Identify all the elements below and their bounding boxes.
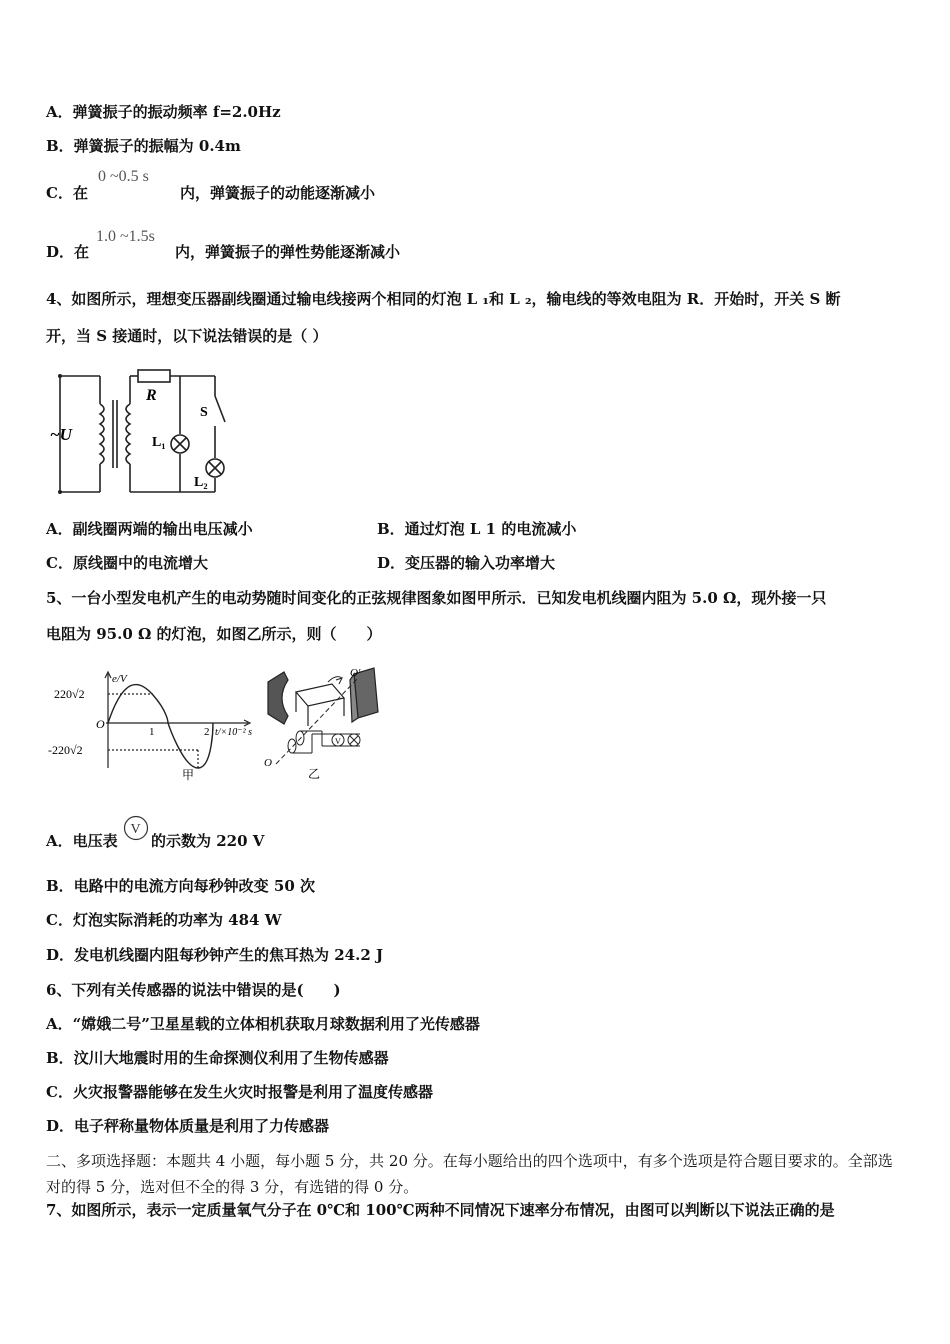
q4-option-c: C．原线圈中的电流增大 bbox=[46, 554, 208, 572]
q5-emf-graph-figure bbox=[48, 668, 268, 786]
q5-option-d: D．发电机线圈内阻每秒钟产生的焦耳热为 24.2 J bbox=[46, 946, 384, 964]
q5-graph-y-axis-label: e/V bbox=[112, 673, 127, 685]
voltmeter-icon-letter: V bbox=[130, 822, 141, 837]
section-2-instructions: 二、多项选择题：本题共 4 小题，每小题 5 分，共 20 分。在每小题给出的四个选项中，有多个选项是符合题目要求的。全部选对的得 5 分，选对但不全的得 3 分，有选错的得 0 分。 bbox=[46, 1152, 893, 1196]
q5-graph-origin: O bbox=[96, 717, 105, 731]
q7-stem: 7、如图所示，表示一定质量氧气分子在 0℃和 100℃两种不同情况下速率分布情况，由图可以判断以下说法正确的是 bbox=[46, 1201, 835, 1219]
q4-transformer-circuit-figure bbox=[50, 364, 240, 504]
q3-option-d-math: 1.0 ~1.5s bbox=[96, 228, 155, 245]
q6-option-d: D．电子秤称量物体质量是利用了力传感器 bbox=[46, 1117, 330, 1135]
q4-label-l2: L₂ bbox=[194, 475, 208, 490]
q5-graph-y-top: 220√2 bbox=[54, 687, 85, 701]
q5-option-c: C．灯泡实际消耗的功率为 484 W bbox=[46, 911, 282, 929]
q3-option-a: A．弹簧振子的振动频率 f=2.0Hz bbox=[46, 103, 281, 121]
q5-generator-o-prime: O′ bbox=[350, 667, 361, 679]
q4-label-u: ~U bbox=[50, 425, 72, 444]
q5-graph-caption: 甲 bbox=[182, 768, 195, 782]
q4-option-b: B．通过灯泡 L 1 的电流减小 bbox=[377, 520, 577, 538]
q6-option-c: C．火灾报警器能够在发生火灾时报警是利用了温度传感器 bbox=[46, 1083, 433, 1101]
q3-option-d-prefix: D．在 bbox=[46, 243, 90, 261]
q4-label-l1: L₁ bbox=[152, 435, 166, 450]
q4-stem-line2: 开，当 S 接通时，以下说法错误的是（ ） bbox=[46, 327, 328, 345]
q5-option-b: B．电路中的电流方向每秒钟改变 50 次 bbox=[46, 877, 315, 895]
q4-label-r: R bbox=[146, 387, 157, 404]
q3-option-c-suffix: 内，弹簧振子的动能逐渐减小 bbox=[180, 184, 376, 202]
q4-label-s: S bbox=[200, 405, 208, 420]
q5-generator-caption: 乙 bbox=[308, 767, 321, 781]
q3-option-c bbox=[46, 183, 88, 203]
q5-generator-figure bbox=[262, 660, 390, 786]
q5-graph-y-bottom: -220√2 bbox=[48, 743, 83, 757]
q5-generator-o: O bbox=[264, 757, 272, 769]
q5-generator-voltmeter-label: V bbox=[335, 737, 341, 746]
q5-stem-line2: 电阻为 95.0 Ω 的灯泡，如图乙所示，则（ ） bbox=[46, 625, 382, 643]
voltmeter-icon bbox=[121, 815, 151, 841]
q4-stem-line1: 4、如图所示，理想变压器副线圈通过输电线接两个相同的灯泡 L ₁和 L ₂，输电线的等效电阻为 R．开始时，开关 S 断 bbox=[46, 290, 841, 308]
q3-option-b: B．弹簧振子的振幅为 0.4m bbox=[46, 137, 241, 155]
q5-stem-line1: 5、一台小型发电机产生的电动势随时间变化的正弦规律图象如图甲所示．已知发电机线圈内阻为 5.0 Ω，现外接一只 bbox=[46, 589, 827, 607]
q5-option-a-suffix: 的示数为 220 V bbox=[151, 832, 265, 850]
q5-graph-x-axis-label: t/×10⁻² s bbox=[215, 727, 252, 738]
q6-option-b: B．汶川大地震时用的生命探测仪利用了生物传感器 bbox=[46, 1049, 389, 1067]
q3-option-c-math: 0 ~0.5 s bbox=[98, 168, 149, 185]
q5-option-a-prefix: A．电压表 bbox=[46, 832, 118, 850]
q4-option-a: A．副线圈两端的输出电压减小 bbox=[46, 520, 253, 538]
q4-option-d: D．变压器的输入功率增大 bbox=[377, 554, 556, 572]
q3-option-c-prefix: C．在 bbox=[46, 184, 88, 202]
q5-graph-tick-2: 2 bbox=[204, 726, 210, 738]
q3-option-d bbox=[46, 242, 89, 262]
q6-stem: 6、下列有关传感器的说法中错误的是( ) bbox=[46, 981, 341, 999]
q3-option-d-suffix: 内，弹簧振子的弹性势能逐渐减小 bbox=[175, 243, 401, 261]
q5-graph-tick-1: 1 bbox=[149, 726, 155, 738]
q6-option-a: A．“嫦娥二号”卫星星载的立体相机获取月球数据利用了光传感器 bbox=[46, 1015, 480, 1033]
